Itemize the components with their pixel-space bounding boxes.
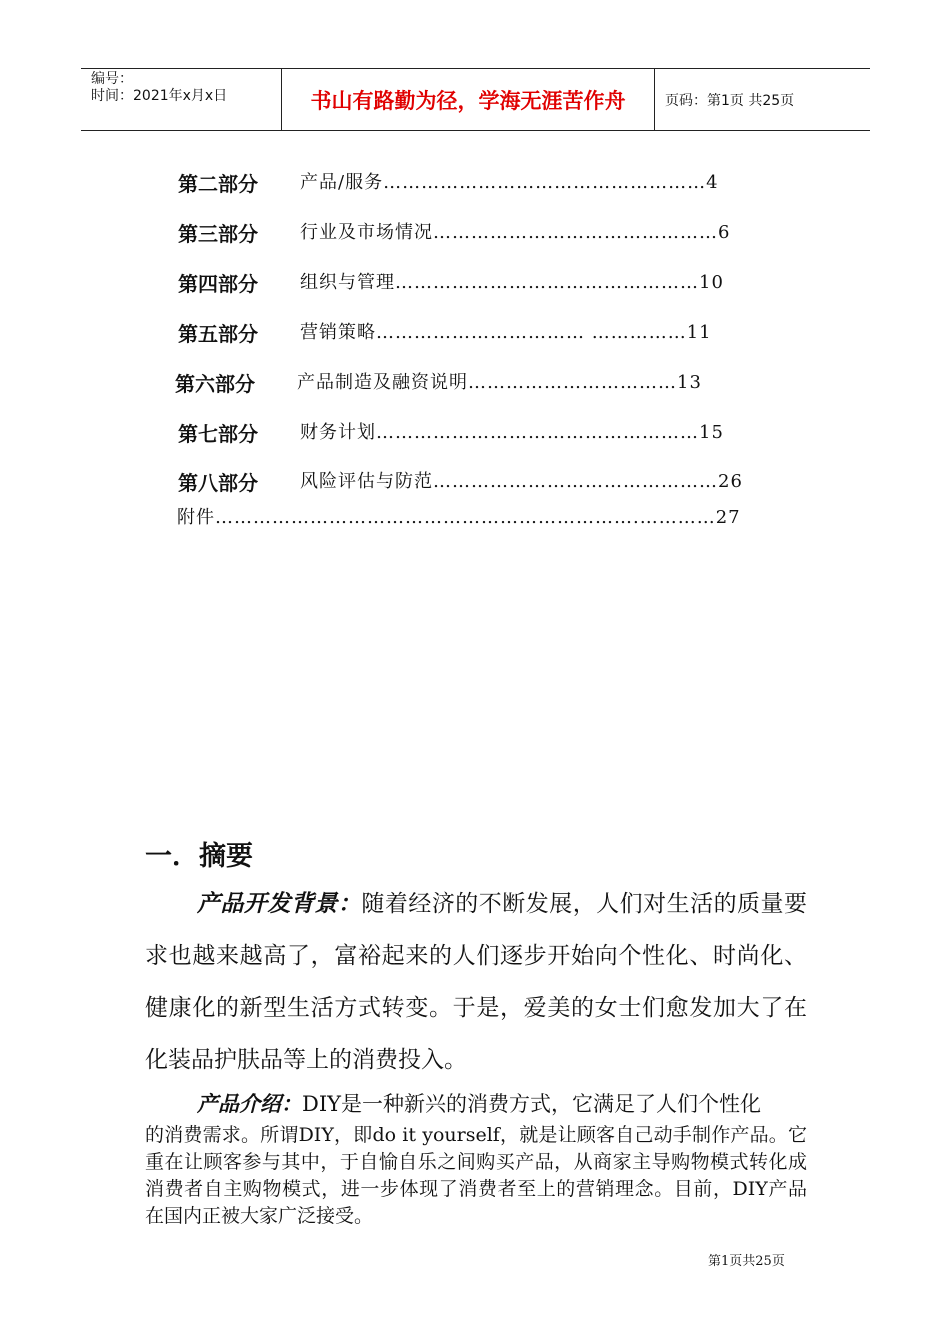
toc-part-label: 第五部分 — [178, 322, 258, 346]
toc-part-label: 第六部分 — [175, 372, 255, 396]
header-motto: 书山有路勤为径，学海无涯苦作舟 — [282, 69, 655, 130]
toc-part-label: 第二部分 — [178, 172, 258, 196]
toc-part-label: 第七部分 — [178, 422, 258, 446]
toc-part-label: 第八部分 — [178, 471, 258, 495]
toc-entry: 财务计划……………………………………………15 — [300, 422, 724, 443]
toc-entry: 营销策略…………………………… ……………11 — [300, 322, 712, 343]
page-footer: 第1页共25页 — [708, 1254, 785, 1269]
toc-entry: 产品/服务……………………………………………4 — [300, 172, 719, 193]
page-header — [81, 68, 870, 131]
document-date: 时间：2021年x月x日 — [91, 88, 228, 104]
section-title: 一．摘要 — [145, 841, 253, 872]
paragraph-text: 随着经济的不断发展，人们对生活的质量要求也越来越高了，富裕起来的人们逐步开始向个性化、时尚化、健康化的新型生活方式转变。于是，爱美的女士们愈发加大了在化装品护肤品等上的消费投入。 — [145, 891, 808, 1073]
toc-part-label: 第四部分 — [178, 272, 258, 296]
paragraph-lead: 产品开发背景： — [197, 890, 362, 917]
paragraph-lead: 产品介绍： — [197, 1091, 302, 1116]
document-number-label: 编号： — [91, 71, 133, 87]
header-meta — [81, 69, 282, 130]
header-page-info: 页码：第1页 共25页 — [665, 92, 795, 109]
summary-paragraph-background — [145, 878, 807, 1086]
paragraph-text-rest: 的消费需求。所谓DIY，即do it yourself，就是让顾客自己动手制作产品。它重在让顾客参与其中，于自愉自乐之间购买产品，从商家主导购物模式转化成消费者自主购物模式，进一步体现了消费者至上的营销理念。目前，DIY产品在国内正被大家广泛接受。 — [145, 1124, 807, 1227]
paragraph-text: DIY是一种新兴的消费方式，它满足了人们个性化 — [302, 1092, 761, 1116]
toc-entry: 组织与管理…………………………………………10 — [300, 272, 724, 293]
toc-entry: 行业及市场情况………………………………………6 — [300, 222, 731, 243]
toc-entry: 产品制造及融资说明……………………………13 — [297, 372, 702, 393]
toc-appendix: 附件………………………………………………………….…………27 — [177, 507, 741, 528]
paragraph-first-line — [145, 1086, 807, 1122]
summary-paragraph-product — [145, 1086, 807, 1230]
toc-entry: 风险评估与防范………………………………………26 — [300, 471, 743, 492]
toc-part-label: 第三部分 — [178, 222, 258, 246]
